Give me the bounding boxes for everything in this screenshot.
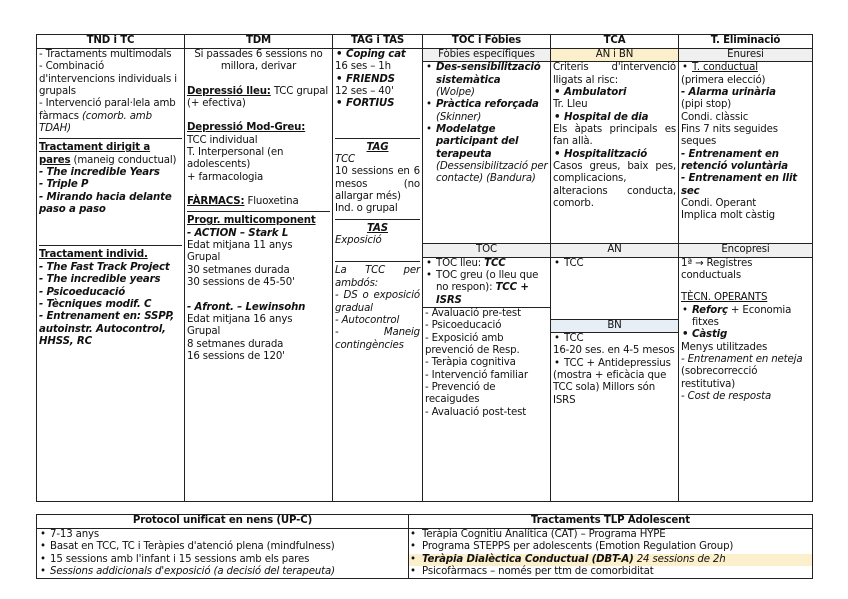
col-toc xyxy=(423,49,551,502)
toc-greu: • TOC greu (o lleu que no respon): TCC + ISRS xyxy=(425,270,548,307)
tlp-title: Tractaments TLP Adolescent xyxy=(409,515,813,529)
operant-txt: Implica molt càstig xyxy=(681,210,775,222)
fobia-item: • Pràctica reforçada (Skinner) xyxy=(425,99,548,124)
afront-line: 16 sessions de 120' xyxy=(187,350,285,362)
hospital-dia: • Hospital de dia xyxy=(553,112,676,124)
tcc-item: - Maneig contingències xyxy=(335,327,420,351)
tas-title: TAS xyxy=(367,222,388,234)
tcc-item: - DS o exposició gradual xyxy=(335,290,420,314)
ambulatori: • Ambulatori xyxy=(553,87,676,99)
dep-lleu: Depressió lleu: TCC grupal (+ efectiva) xyxy=(187,85,329,110)
classic-txt: Fins 7 nits seguides seques xyxy=(681,124,778,148)
dep-mod-line: + farmacologia xyxy=(187,171,264,183)
dep-mod-line: T. Interpersonal (en adolescents) xyxy=(187,147,284,171)
parent-treatment: Tractament dirigit a pares (maneig conductual) xyxy=(39,142,177,166)
action-line: 30 setmanes durada xyxy=(187,264,290,276)
llit-sec: - Entrenament en llit sec xyxy=(681,173,798,197)
tag-line: TCC xyxy=(335,154,355,166)
header-toc: TOC i Fòbies xyxy=(423,35,551,49)
cost-resposta: - Cost de resposta xyxy=(681,391,772,403)
toc-step: - Avaluació pre-test xyxy=(425,308,521,320)
bn-item-txt: 16-20 ses. en 4-5 mesos xyxy=(553,345,675,357)
afront-title: - Afront. – Lewinsohn xyxy=(187,301,306,313)
action-title: - ACTION – Stark L xyxy=(187,227,289,239)
tlp-item: • Programa STEPPS per adolescents (Emotion Regulation Group) xyxy=(409,541,812,553)
dep-mod: Depressió Mod-Greu: xyxy=(187,122,306,134)
individual-item: - Tècniques modif. C xyxy=(39,298,152,310)
tag-line: Ind. o grupal xyxy=(335,203,398,215)
tcc-both: La TCC per ambdós: xyxy=(335,265,420,289)
ambulatori-txt: Tr. Lleu xyxy=(553,99,588,111)
upc-item: • Sessions addicionals d'exposició (a decisió del terapeuta) xyxy=(39,566,406,578)
header-elim: T. Eliminació xyxy=(679,35,813,49)
header-tca: TCA xyxy=(551,35,679,49)
cond-treatment: • T. conductual xyxy=(681,62,810,74)
operant: Condi. Operant xyxy=(681,198,757,210)
col-elim xyxy=(679,49,813,502)
subheader-an: AN xyxy=(551,243,678,257)
action-line: Grupal xyxy=(187,252,221,264)
col-tnd xyxy=(37,49,185,502)
tlp-item: • Psicofàrmacs – només per ttm de comorbiditat xyxy=(409,566,812,578)
individual-item: - The Fast Track Project xyxy=(39,261,170,273)
alarma: - Alarma urinària xyxy=(681,87,776,99)
tdm-intro: Si passades 6 sessions no millora, derivar xyxy=(194,49,323,73)
parent-item: - Triple P xyxy=(39,179,89,191)
sobrecorreccio: (sobrecorrecció restitutiva) xyxy=(681,366,758,390)
toc-step: - Avaluació post-test xyxy=(425,406,527,418)
subheader-toc: TOC xyxy=(423,243,550,257)
tnd-intro-3: - Intervenció paral·lela amb fàrmacs (comorb. amb TDAH) xyxy=(39,98,176,135)
toc-lleu: • TOC lleu: TCC xyxy=(425,258,548,270)
tag-title: TAG xyxy=(366,141,389,153)
alarma-txt: (pipi stop) xyxy=(681,99,732,111)
toc-step: - Psicoeducació xyxy=(425,320,502,332)
upc-list xyxy=(37,529,409,579)
bottom-table xyxy=(36,514,813,579)
subheader-fobies: Fòbies específiques xyxy=(423,49,550,62)
action-line: 30 sessions de 45-50' xyxy=(187,277,295,289)
individual-treatment: Tractament individ. xyxy=(39,249,148,261)
friends: • FRIENDS xyxy=(335,74,420,86)
header-tdm: TDM xyxy=(185,35,333,49)
tec-operants: TÈCN. OPERANTS xyxy=(681,292,768,304)
tlp-item-dbt: • Teràpia Dialèctica Conductual (DBT-A) 24 sessions de 2h xyxy=(409,554,812,566)
tcc-item: - Autocontrol xyxy=(335,314,400,326)
parent-item: - The incredible Years xyxy=(39,167,160,179)
farmacs: FÀRMACS: Fluoxetina xyxy=(187,196,299,208)
toc-step: - Exposició amb prevenció de Resp. xyxy=(425,332,520,357)
tlp-item: • Teràpia Cognitiu Analítica (CAT) – Programa HYPE xyxy=(409,529,812,541)
bn-item: • TCC + Antidepressius xyxy=(553,358,676,370)
afront-line: Grupal xyxy=(187,326,221,338)
subheader-an-bn: AN i BN xyxy=(551,49,678,62)
retencio: - Entrenament en retenció voluntària xyxy=(681,148,788,173)
reforc: • Reforç + Economia fitxes xyxy=(681,305,810,330)
toc-step: - Teràpia cognitiva xyxy=(425,357,516,369)
upc-title: Protocol unificat en nens (UP-C) xyxy=(37,515,409,529)
individual-item: - Entrenament en: SSPP, autoinstr. Autocontrol, HHSS, RC xyxy=(39,311,174,347)
col-tdm xyxy=(185,49,333,502)
tlp-list xyxy=(409,529,813,579)
tnd-intro-2: - Combinació d'intervencions individuals i grupals xyxy=(39,61,177,98)
fobia-item: • Modelatge participant del terapeuta (Dessensibilització per contacte) (Bandura) xyxy=(425,124,548,186)
toc-step: - Prevenció de recaigudes xyxy=(425,382,496,406)
header-tag: TAG i TAS xyxy=(333,35,423,49)
enc-registres: 1ª → Registres conductuals xyxy=(681,257,753,282)
criteria: Criteris d'intervenció lligats al risc: xyxy=(553,62,676,86)
subheader-encopresi: Encopresi xyxy=(679,243,812,257)
upc-item: • 15 sessions amb l'infant i 15 sessions amb els pares xyxy=(39,554,406,566)
col-tca xyxy=(551,49,679,502)
upc-item: • 7-13 anys xyxy=(39,529,406,541)
dep-mod-line: TCC individual xyxy=(187,134,258,146)
castig-txt: Menys utilitzades xyxy=(681,341,768,353)
hospital-dia-txt: Els àpats principals es fan allà. xyxy=(553,124,676,148)
subheader-enuresi: Enuresi xyxy=(679,49,812,62)
neteja: - Entrenament en neteja xyxy=(681,354,803,366)
summary-sheet xyxy=(36,34,812,579)
col-tag xyxy=(333,49,423,502)
individual-item: - The incredible years xyxy=(39,274,161,286)
cond-txt: (primera elecció) xyxy=(681,74,766,86)
subheader-bn: BN xyxy=(551,319,678,333)
content-row xyxy=(37,49,813,502)
castig: • Càstig xyxy=(681,329,810,341)
action-line: Edat mitjana 11 anys xyxy=(187,240,293,252)
bn-item: • TCC xyxy=(553,333,676,345)
hospitalitzacio-txt: Casos greus, baix pes, complicacions, alteracions conducta, comorb. xyxy=(553,161,676,210)
tas-txt: Exposició xyxy=(335,235,382,247)
parent-item: - Mirando hacia delante paso a paso xyxy=(39,191,172,216)
individual-item: - Psicoeducació xyxy=(39,286,126,298)
afront-line: 8 setmanes durada xyxy=(187,338,284,350)
classic: Condi. clàssic xyxy=(681,111,749,123)
an-item: • TCC xyxy=(553,258,676,270)
bn-item-txt: (mostra + eficàcia que TCC sola) Millors són ISRS xyxy=(553,370,667,406)
prog-multi: Progr. multicomponent xyxy=(187,215,316,227)
tnd-intro-1: - Tractaments multimodals xyxy=(39,49,172,60)
header-row xyxy=(37,35,813,49)
friends-sessions: 12 ses – 40' xyxy=(335,86,394,98)
coping-cat: • Coping cat xyxy=(335,49,420,61)
header-tnd: TND i TC xyxy=(37,35,185,49)
coping-sessions: 16 ses – 1h xyxy=(335,61,391,73)
upc-item: • Basat en TCC, TC i Teràpies d'atenció plena (mindfulness) xyxy=(39,541,406,553)
toc-step: - Intervenció familiar xyxy=(425,369,528,381)
main-table xyxy=(36,34,813,502)
fobia-item: • Des-sensibilització sistemàtica (Wolpe) xyxy=(425,62,548,99)
fortius: • FORTIUS xyxy=(335,98,420,110)
hospitalitzacio: • Hospitalització xyxy=(553,149,676,161)
tag-line: 10 sessions en 6 mesos (no allargar més) xyxy=(335,166,420,203)
afront-line: Edat mitjana 16 anys xyxy=(187,313,293,325)
